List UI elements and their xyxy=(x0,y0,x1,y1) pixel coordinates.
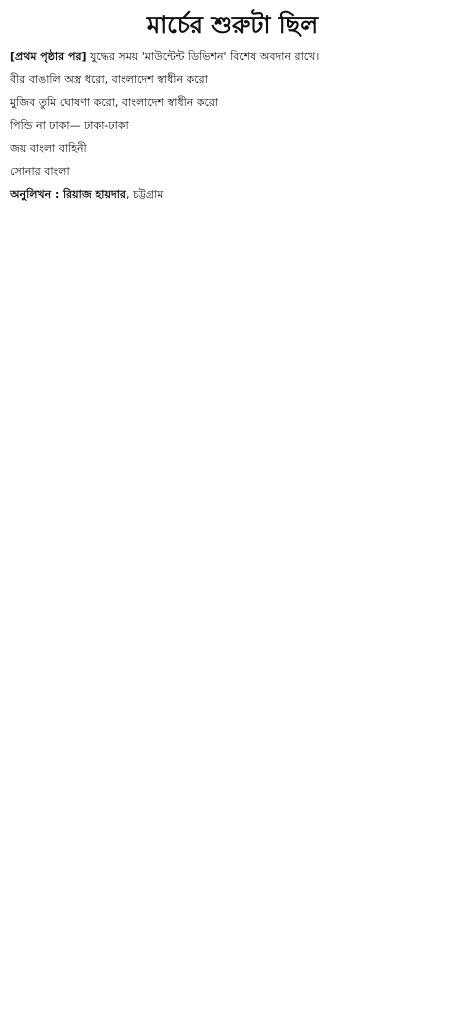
slogan-phrase: মুজিব তুমি ঘোষণা করো, বাংলাদেশ স্বাধীন করো xyxy=(10,96,219,109)
byline-place: , চট্টগ্রাম xyxy=(125,188,164,201)
slogan-phrase: সোনার বাংলা xyxy=(10,165,70,178)
lead-sentence: যুদ্ধের সময় 'মাউন্টেন্ট ডিভিশন' বিশেষ অবদান রাখে। xyxy=(90,50,320,63)
slogan-phrase: পিন্ডি না ঢাকা— ঢাকা-ঢাকা xyxy=(10,119,129,132)
article-byline xyxy=(10,186,455,203)
slogan-phrase: জয় বাংলা বাহিনী xyxy=(10,142,87,155)
continued-from-tag: [প্রথম পৃষ্ঠার পর] xyxy=(10,50,87,63)
slogan-phrase: বীর বাঙালি অস্ত্র ধরো, বাংলাদেশ স্বাধীন করো xyxy=(10,73,208,86)
article-headline: মার্চের শুরুটা ছিল xyxy=(146,10,319,39)
article-lead xyxy=(10,48,455,65)
byline-name: রিয়াজ হায়দার xyxy=(62,188,126,201)
byline-role: অনুলিখন : xyxy=(10,188,60,201)
